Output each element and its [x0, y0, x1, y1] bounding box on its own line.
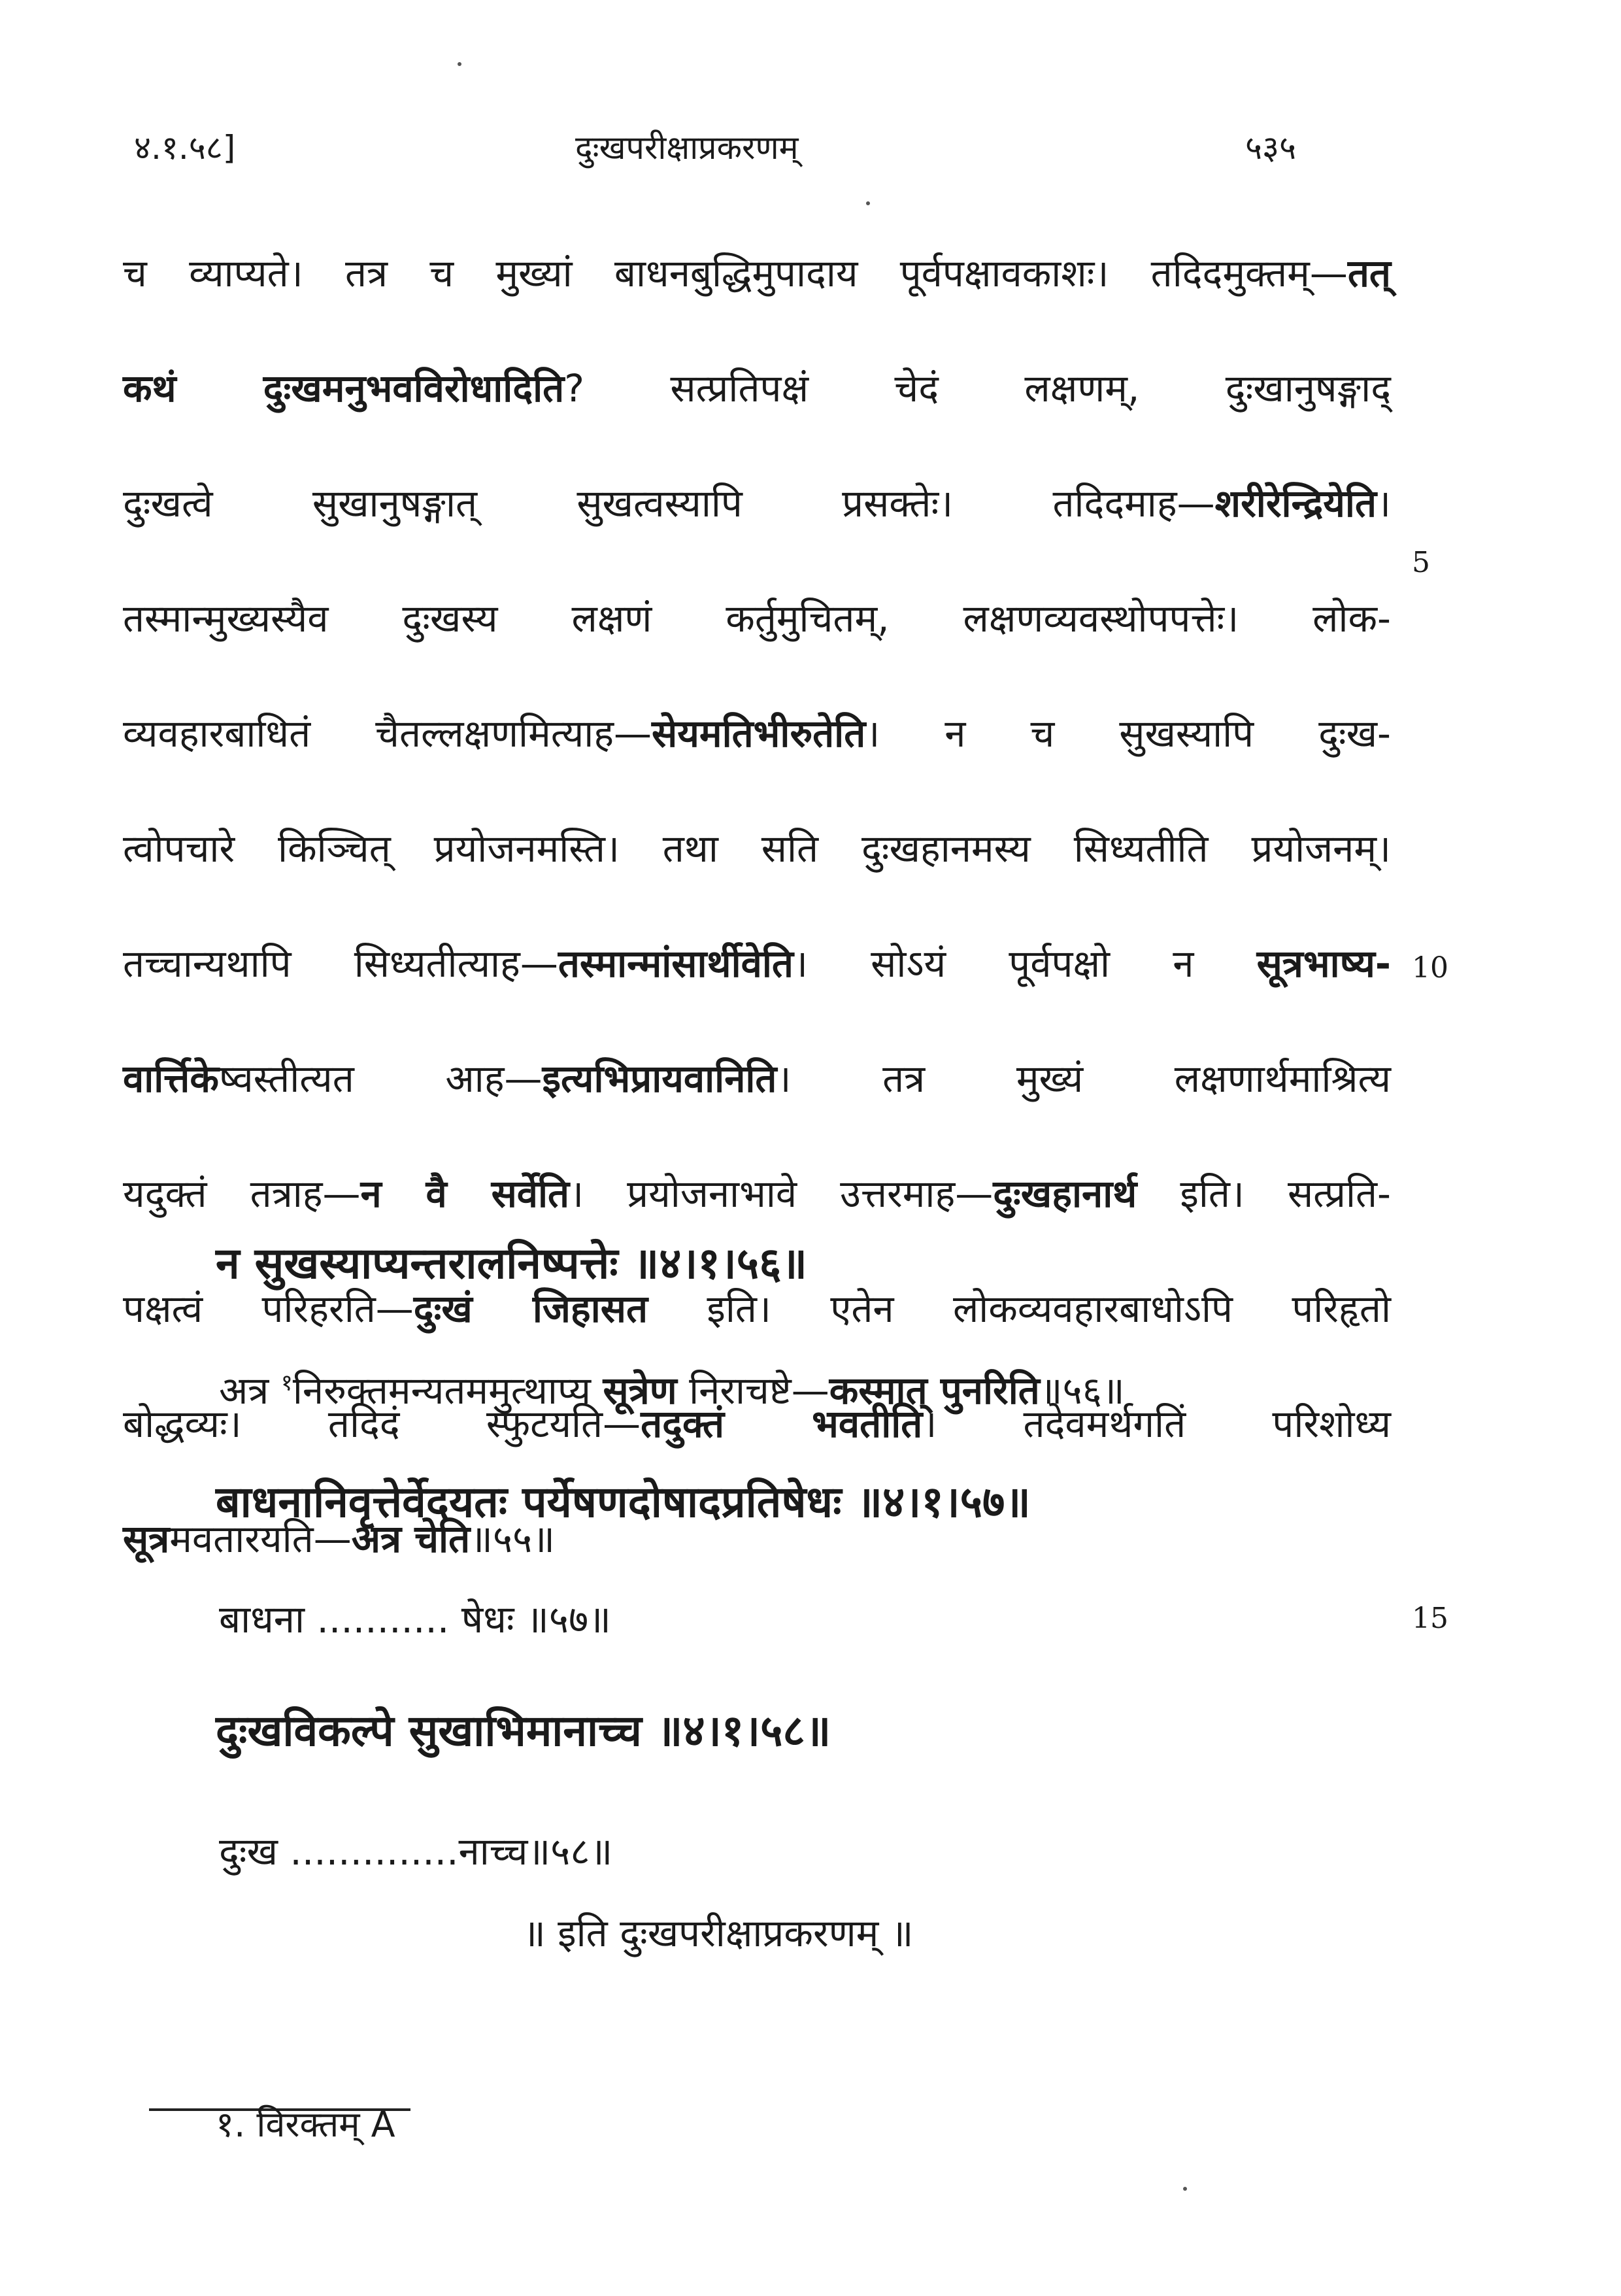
text-run: तस्मान्मुख्यस्यैव दुःखस्य लक्षणं कर्तुमुचितम्, लक्षणव्यवस्थोपपत्तेः। लोक-: [123, 596, 1391, 641]
text-run: पक्षत्वं परिहरति—: [123, 1287, 414, 1331]
text-line: [123, 561, 1391, 676]
text-line: [123, 906, 1391, 1021]
text-run: ॥५६॥: [1039, 1368, 1125, 1413]
bold-pratika: सूत्रभाष्य-: [1256, 941, 1391, 986]
text-run: । प्रयोजनाभावे उत्तरमाह—: [569, 1172, 994, 1216]
commentary-58: दुःख ..............नाच्च॥५८॥: [219, 1829, 613, 1874]
sutra-57: बाधनानिवृत्तेर्वेदयतः पर्येषणदोषादप्रतिषेधः ॥४।१।५७॥: [216, 1477, 1031, 1527]
text-run: ष्वस्तीत्यत आह—: [218, 1056, 543, 1101]
speck: [866, 201, 870, 205]
text-run: मवतारयति—: [169, 1517, 352, 1561]
running-header-title: दुःखपरीक्षाप्रकरणम्: [575, 129, 799, 167]
text-line: [123, 676, 1391, 791]
text-run: व्यवहारबाधितं चैतल्लक्षणमित्याह—: [123, 711, 652, 756]
sutra-56: न सुखस्याप्यन्तरालनिष्पत्तेः ॥४।१।५६॥: [216, 1238, 807, 1289]
text-run: ॥५५॥: [470, 1517, 555, 1561]
sutra-58: दुःखविकल्पे सुखाभिमानाच्च ॥४।१।५८॥: [216, 1706, 831, 1756]
text-run: तच्चान्यथापि सिध्यतीत्याह—: [123, 941, 558, 986]
text-run: यदुक्तं तत्राह—: [123, 1172, 361, 1216]
page-number: ५३५: [1245, 129, 1296, 167]
text-line: [123, 331, 1391, 446]
bold-pratika: दुःखहानार्थ: [993, 1172, 1137, 1216]
text-line: [123, 791, 1391, 906]
speck: [1183, 2187, 1187, 2191]
text-run: इति। सत्प्रति-: [1137, 1172, 1391, 1216]
text-run: त्वोपचारे किञ्चित् प्रयोजनमस्ति। तथा सति दुःखहानमस्य सिध्यतीति प्रयोजनम्।: [123, 826, 1391, 871]
text-run: निराचष्टे—: [677, 1368, 829, 1413]
text-line: [123, 1021, 1391, 1136]
footnote: १. विरक्तम् A: [216, 2104, 395, 2145]
bold-pratika: तत्: [1347, 251, 1391, 295]
line-number-10: 10: [1412, 951, 1448, 985]
footnote-marker: १: [280, 1370, 293, 1396]
bold-pratika: तस्मान्मांसार्थीवेति: [558, 941, 794, 986]
line-number-15: 15: [1412, 1602, 1448, 1635]
bold-pratika: सूत्र: [123, 1517, 170, 1561]
text-run: दुःखत्वे सुखानुषङ्गात् सुखत्वस्यापि प्रसक्तेः। तदिदमाह—: [123, 481, 1215, 526]
text-run: । तदेवमर्थगतिं परिशोध्य: [922, 1402, 1391, 1446]
text-line: [123, 446, 1391, 561]
text-run: इति। एतेन लोकव्यवहारबाधोऽपि परिहृतो: [648, 1287, 1392, 1331]
text-run: ? सत्प्रतिपक्षं चेदं लक्षणम्, दुःखानुषङ्गाद्: [564, 366, 1392, 411]
text-run: ।: [1377, 481, 1391, 526]
running-header-left: ४.१.५८]: [134, 129, 236, 167]
text-run: । न च सुखस्यापि दुःख-: [865, 711, 1391, 756]
bold-pratika: इत्यभिप्रायवानिति: [542, 1056, 777, 1101]
bold-pratika: शरीरेन्द्रियेति: [1214, 481, 1377, 526]
bold-pratika: न वै सर्वेति: [360, 1172, 570, 1216]
bold-pratika: दुःखं जिहासत: [413, 1287, 648, 1331]
bold-pratika: कथं दुःखमनुभवविरोधादिति: [123, 366, 565, 411]
text-run: च व्याप्यते। तत्र च मुख्यां बाधनबुद्धिमुपादाय पूर्वपक्षावकाशः। तदिदमुक्तम्—: [123, 251, 1348, 295]
text-run: निरुक्तमन्यतममुत्थाप्य: [292, 1368, 603, 1413]
speck: [458, 62, 461, 66]
bold-pratika: सेयमतिभीरुतेति: [652, 711, 866, 756]
line-number-5: 5: [1412, 546, 1430, 579]
text-line: [123, 216, 1391, 331]
text-run: । सोऽयं पूर्वपक्षो न: [793, 941, 1257, 986]
bold-pratika: तदुक्तं भवतीति: [641, 1402, 923, 1446]
bold-pratika: कस्मात् पुनरिति: [829, 1368, 1040, 1413]
text-run: । तत्र मुख्यं लक्षणार्थमाश्रित्य: [777, 1056, 1391, 1101]
commentary-57: बाधना ........... षेधः ॥५७॥: [219, 1597, 611, 1642]
bold-pratika: वार्त्तिके: [123, 1056, 219, 1101]
bold-pratika: अत्र चेति: [351, 1517, 471, 1561]
colophon: ॥ इति दुःखपरीक्षाप्रकरणम् ॥: [523, 1911, 914, 1955]
text-run: अत्र: [219, 1368, 281, 1413]
commentary-56: [219, 1363, 1125, 1415]
text-run: बोद्धव्यः। तदिदं स्फुटयति—: [123, 1402, 641, 1446]
bold-pratika: सूत्रेण: [603, 1368, 677, 1413]
